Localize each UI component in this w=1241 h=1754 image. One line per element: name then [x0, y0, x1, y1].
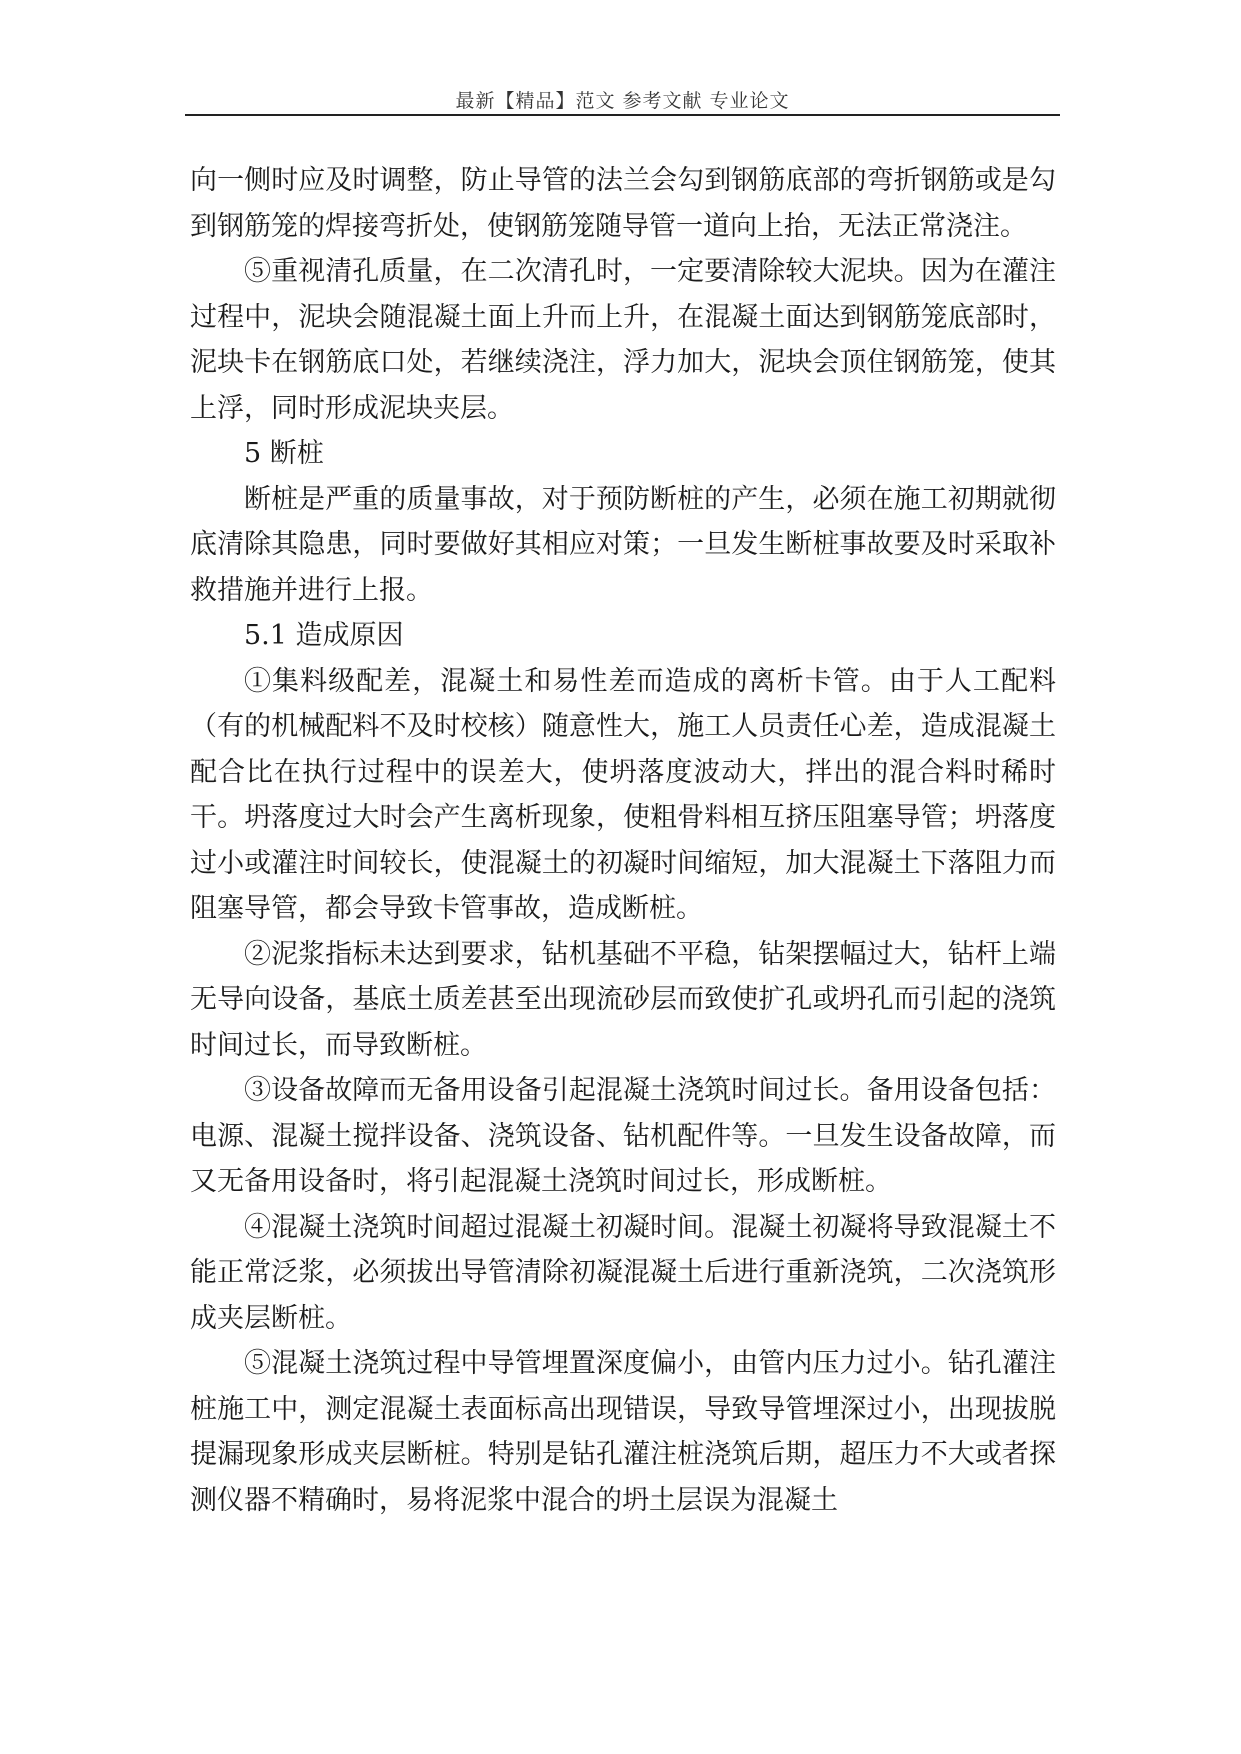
- page-header: 最新【精品】范文 参考文献 专业论文: [455, 90, 790, 112]
- paragraph-cause-5: ⑤混凝土浇筑过程中导管埋置深度偏小，由管内压力过小。钻孔灌注桩施工中，测定混凝土表面标高出现错误，导致导管埋深过小，出现拔脱提漏现象形成夹层断桩。特别是钻孔灌注桩浇筑后期，超压力不大或者探测仪器不精确时，易将泥浆中混合的坍土层误为混凝土: [190, 1348, 1056, 1516]
- section-heading-broken-pile: 5 断桩: [244, 438, 324, 469]
- paragraph-cause-3: ③设备故障而无备用设备引起混凝土浇筑时间过长。备用设备包括：电源、混凝土搅拌设备、浇筑设备、钻机配件等。一旦发生设备故障，而又无备用设备时，将引起混凝土浇筑时间过长，形成断桩。: [190, 1075, 1056, 1197]
- document-body: [190, 158, 1056, 1523]
- paragraph-cause-2: ②泥浆指标未达到要求，钻机基础不平稳，钻架摆幅过大，钻杆上端无导向设备，基底土质差甚至出现流砂层而致使扩孔或坍孔而引起的浇筑时间过长，而导致断桩。: [190, 938, 1056, 1061]
- subsection-heading-causes: 5.1 造成原因: [244, 620, 404, 651]
- paragraph-cause-1: ①集料级配差，混凝土和易性差而造成的离析卡管。由于人工配料（有的机械配料不及时校核）随意性大，施工人员责任心差，造成混凝土配合比在执行过程中的误差大，使坍落度波动大，拌出的混合料时稀时干。坍落度过大时会产生离析现象，使粗骨料相互挤压阻塞导管；坍落度过小或灌注时间较长，使混凝土的初凝时间缩短，加大混凝土下落阻力而阻塞导管，都会导致卡管事故，造成断桩。: [190, 665, 1056, 924]
- header-rule: [185, 114, 1060, 116]
- paragraph-cause-4: ④混凝土浇筑时间超过混凝土初凝时间。混凝土初凝将导致混凝土不能正常泛浆，必须拔出导管清除初凝混凝土后进行重新浇筑，二次浇筑形成夹层断桩。: [190, 1211, 1056, 1334]
- paragraph-broken-pile-intro: 断桩是严重的质量事故，对于预防断桩的产生，必须在施工初期就彻底清除其隐患，同时要做好其相应对策；一旦发生断桩事故要及时采取补救措施并进行上报。: [190, 483, 1056, 606]
- paragraph-continuation: 向一侧时应及时调整，防止导管的法兰会勾到钢筋底部的弯折钢筋或是勾到钢筋笼的焊接弯折处，使钢筋笼随导管一道向上抬，无法正常浇注。: [190, 165, 1056, 242]
- paragraph-clean-hole: ⑤重视清孔质量，在二次清孔时，一定要清除较大泥块。因为在灌注过程中，泥块会随混凝土面上升而上升，在混凝土面达到钢筋笼底部时，泥块卡在钢筋底口处，若继续浇注，浮力加大，泥块会顶住钢筋笼，使其上浮，同时形成泥块夹层。: [190, 256, 1056, 424]
